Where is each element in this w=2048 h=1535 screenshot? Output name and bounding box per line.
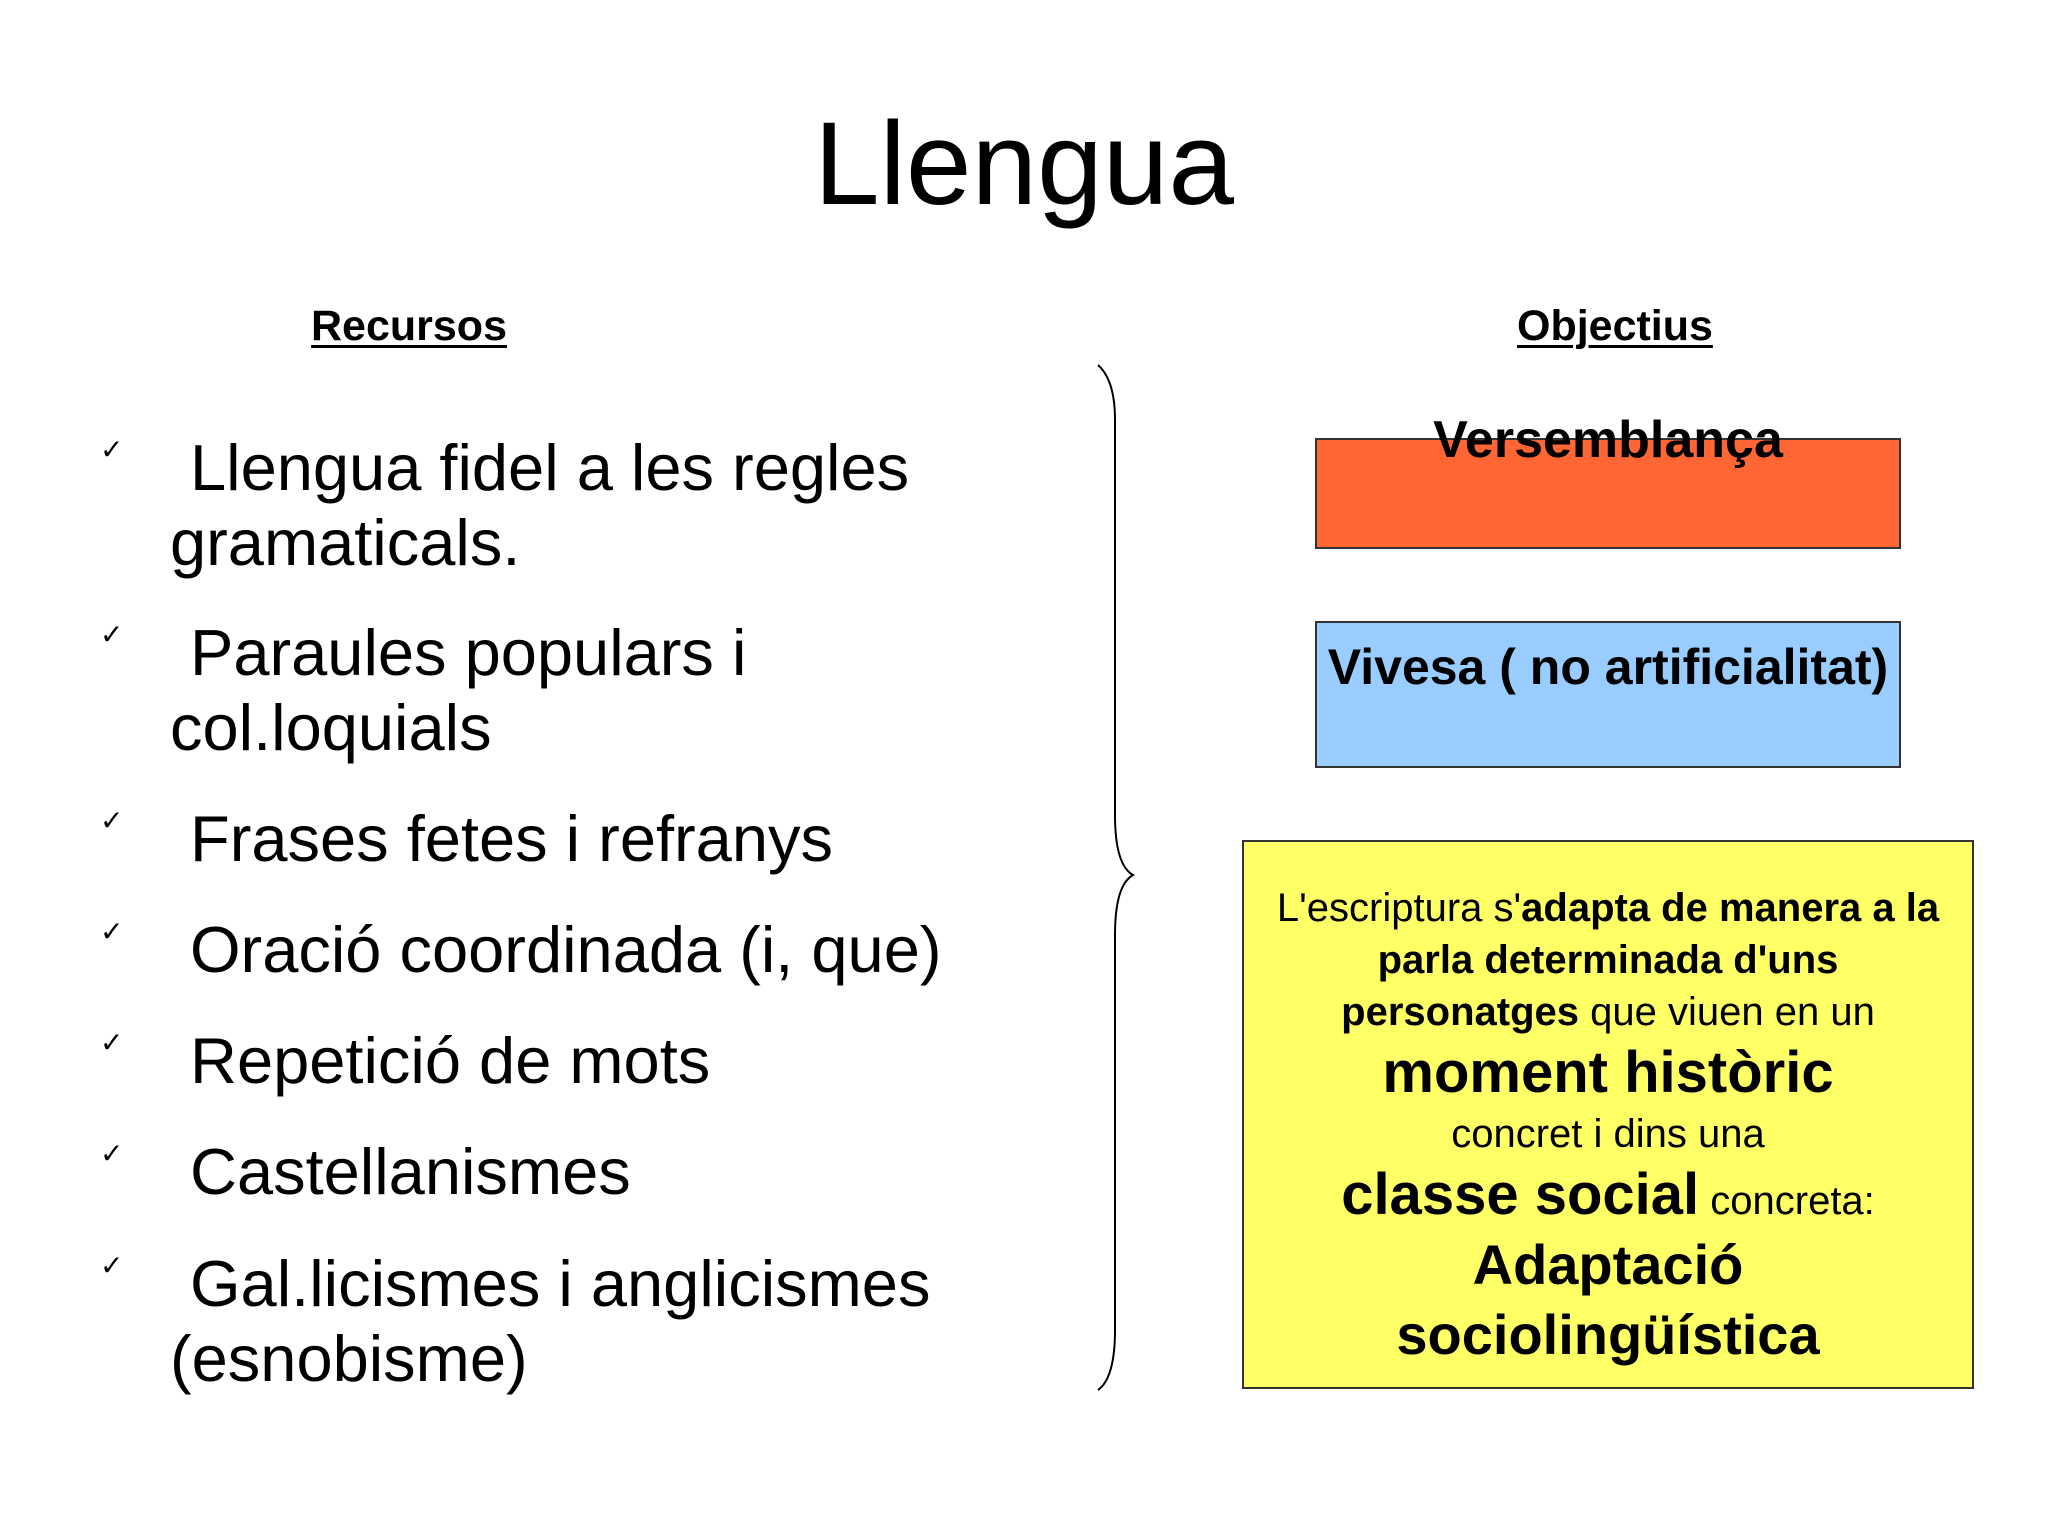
slide-title: Llengua	[814, 98, 1234, 230]
classe-social: classe social	[1341, 1162, 1700, 1227]
adaptacio-box	[1242, 840, 1974, 1389]
list-item	[100, 801, 1000, 876]
checkmark-icon: ✓	[100, 804, 124, 837]
checkmark-icon: ✓	[100, 1026, 124, 1059]
objectius-heading: Objectius	[1517, 302, 1713, 350]
checkmark-icon: ✓	[100, 915, 124, 948]
adaptacio-text-2: adapta de manera a la parla determinada d'uns personatges	[1341, 886, 1940, 1034]
list-item	[100, 615, 1000, 765]
list-item-text: Oració coordinada (i, que)	[190, 913, 942, 986]
moment-historic: moment històric	[1382, 1040, 1834, 1105]
adaptacio-sociolinguistica: Adaptació sociolingüística	[1396, 1233, 1820, 1366]
list-item	[100, 912, 1000, 987]
versemblanca-label: Versemblança	[1433, 411, 1783, 469]
recursos-heading: Recursos	[311, 302, 507, 350]
checkmark-icon: ✓	[100, 618, 124, 651]
adaptacio-text-3: que viuen en un	[1579, 990, 1875, 1034]
list-item	[100, 1023, 1000, 1098]
checkmark-icon: ✓	[100, 1249, 124, 1282]
list-item	[100, 1134, 1000, 1209]
adaptacio-intro	[1258, 882, 1958, 1038]
vivesa-box	[1315, 621, 1901, 768]
checkmark-icon: ✓	[100, 1137, 124, 1170]
list-item-text: Paraules populars i col.loquials	[170, 616, 747, 764]
vivesa-label: Vivesa ( no artificialitat)	[1327, 639, 1889, 695]
adaptacio-text-7: concreta:	[1699, 1179, 1875, 1223]
list-item	[100, 1246, 1000, 1396]
versemblanca-box	[1315, 411, 1901, 549]
list-item	[100, 430, 1000, 580]
list-item-text: Frases fetes i refranys	[190, 802, 833, 875]
list-item-text: Repetició de mots	[190, 1024, 711, 1097]
list-item-text: Castellanismes	[190, 1135, 631, 1208]
curly-brace	[1080, 360, 1140, 1395]
checkmark-icon: ✓	[100, 433, 124, 466]
adaptacio-text-5: concret i dins una	[1451, 1112, 1765, 1156]
list-item-text: Llengua fidel a les regles gramaticals.	[170, 431, 910, 579]
adaptacio-text-1: L'escriptura s'	[1276, 886, 1522, 930]
list-item-text: Gal.licismes i anglicismes (esnobisme)	[170, 1247, 931, 1395]
classe-social-line	[1258, 1160, 1958, 1230]
